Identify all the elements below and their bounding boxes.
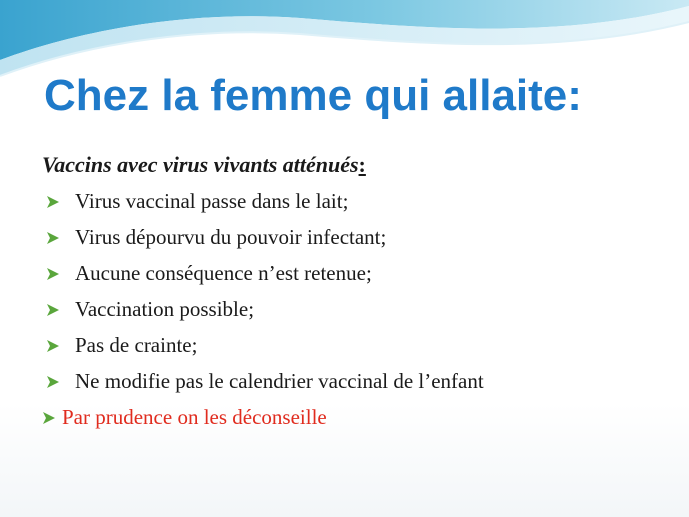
bullet-text: Vaccination possible; xyxy=(75,297,255,321)
arrow-right-icon xyxy=(42,411,56,425)
bullet-text: Aucune conséquence n’est retenue; xyxy=(75,261,372,285)
section-subtitle xyxy=(42,150,366,180)
highlight-bullet-text: Par prudence on les déconseille xyxy=(62,405,327,429)
arrow-right-icon xyxy=(46,267,60,281)
arrow-right-icon xyxy=(46,375,60,389)
slide-title: Chez la femme qui allaite: xyxy=(44,71,582,120)
arrow-right-icon xyxy=(46,303,60,317)
bullet-text: Ne modifie pas le calendrier vaccinal de l’enfant xyxy=(75,369,484,393)
subtitle-text: Vaccins avec virus vivants atténués xyxy=(42,152,359,177)
bullet-text: Pas de crainte; xyxy=(75,333,198,357)
arrow-right-icon xyxy=(46,195,60,209)
arrow-right-icon xyxy=(46,339,60,353)
arrow-right-icon xyxy=(46,231,60,245)
bullet-text: Virus dépourvu du pouvoir infectant; xyxy=(75,225,387,249)
subtitle-colon: : xyxy=(358,152,366,177)
bullet-text: Virus vaccinal passe dans le lait; xyxy=(75,189,349,213)
